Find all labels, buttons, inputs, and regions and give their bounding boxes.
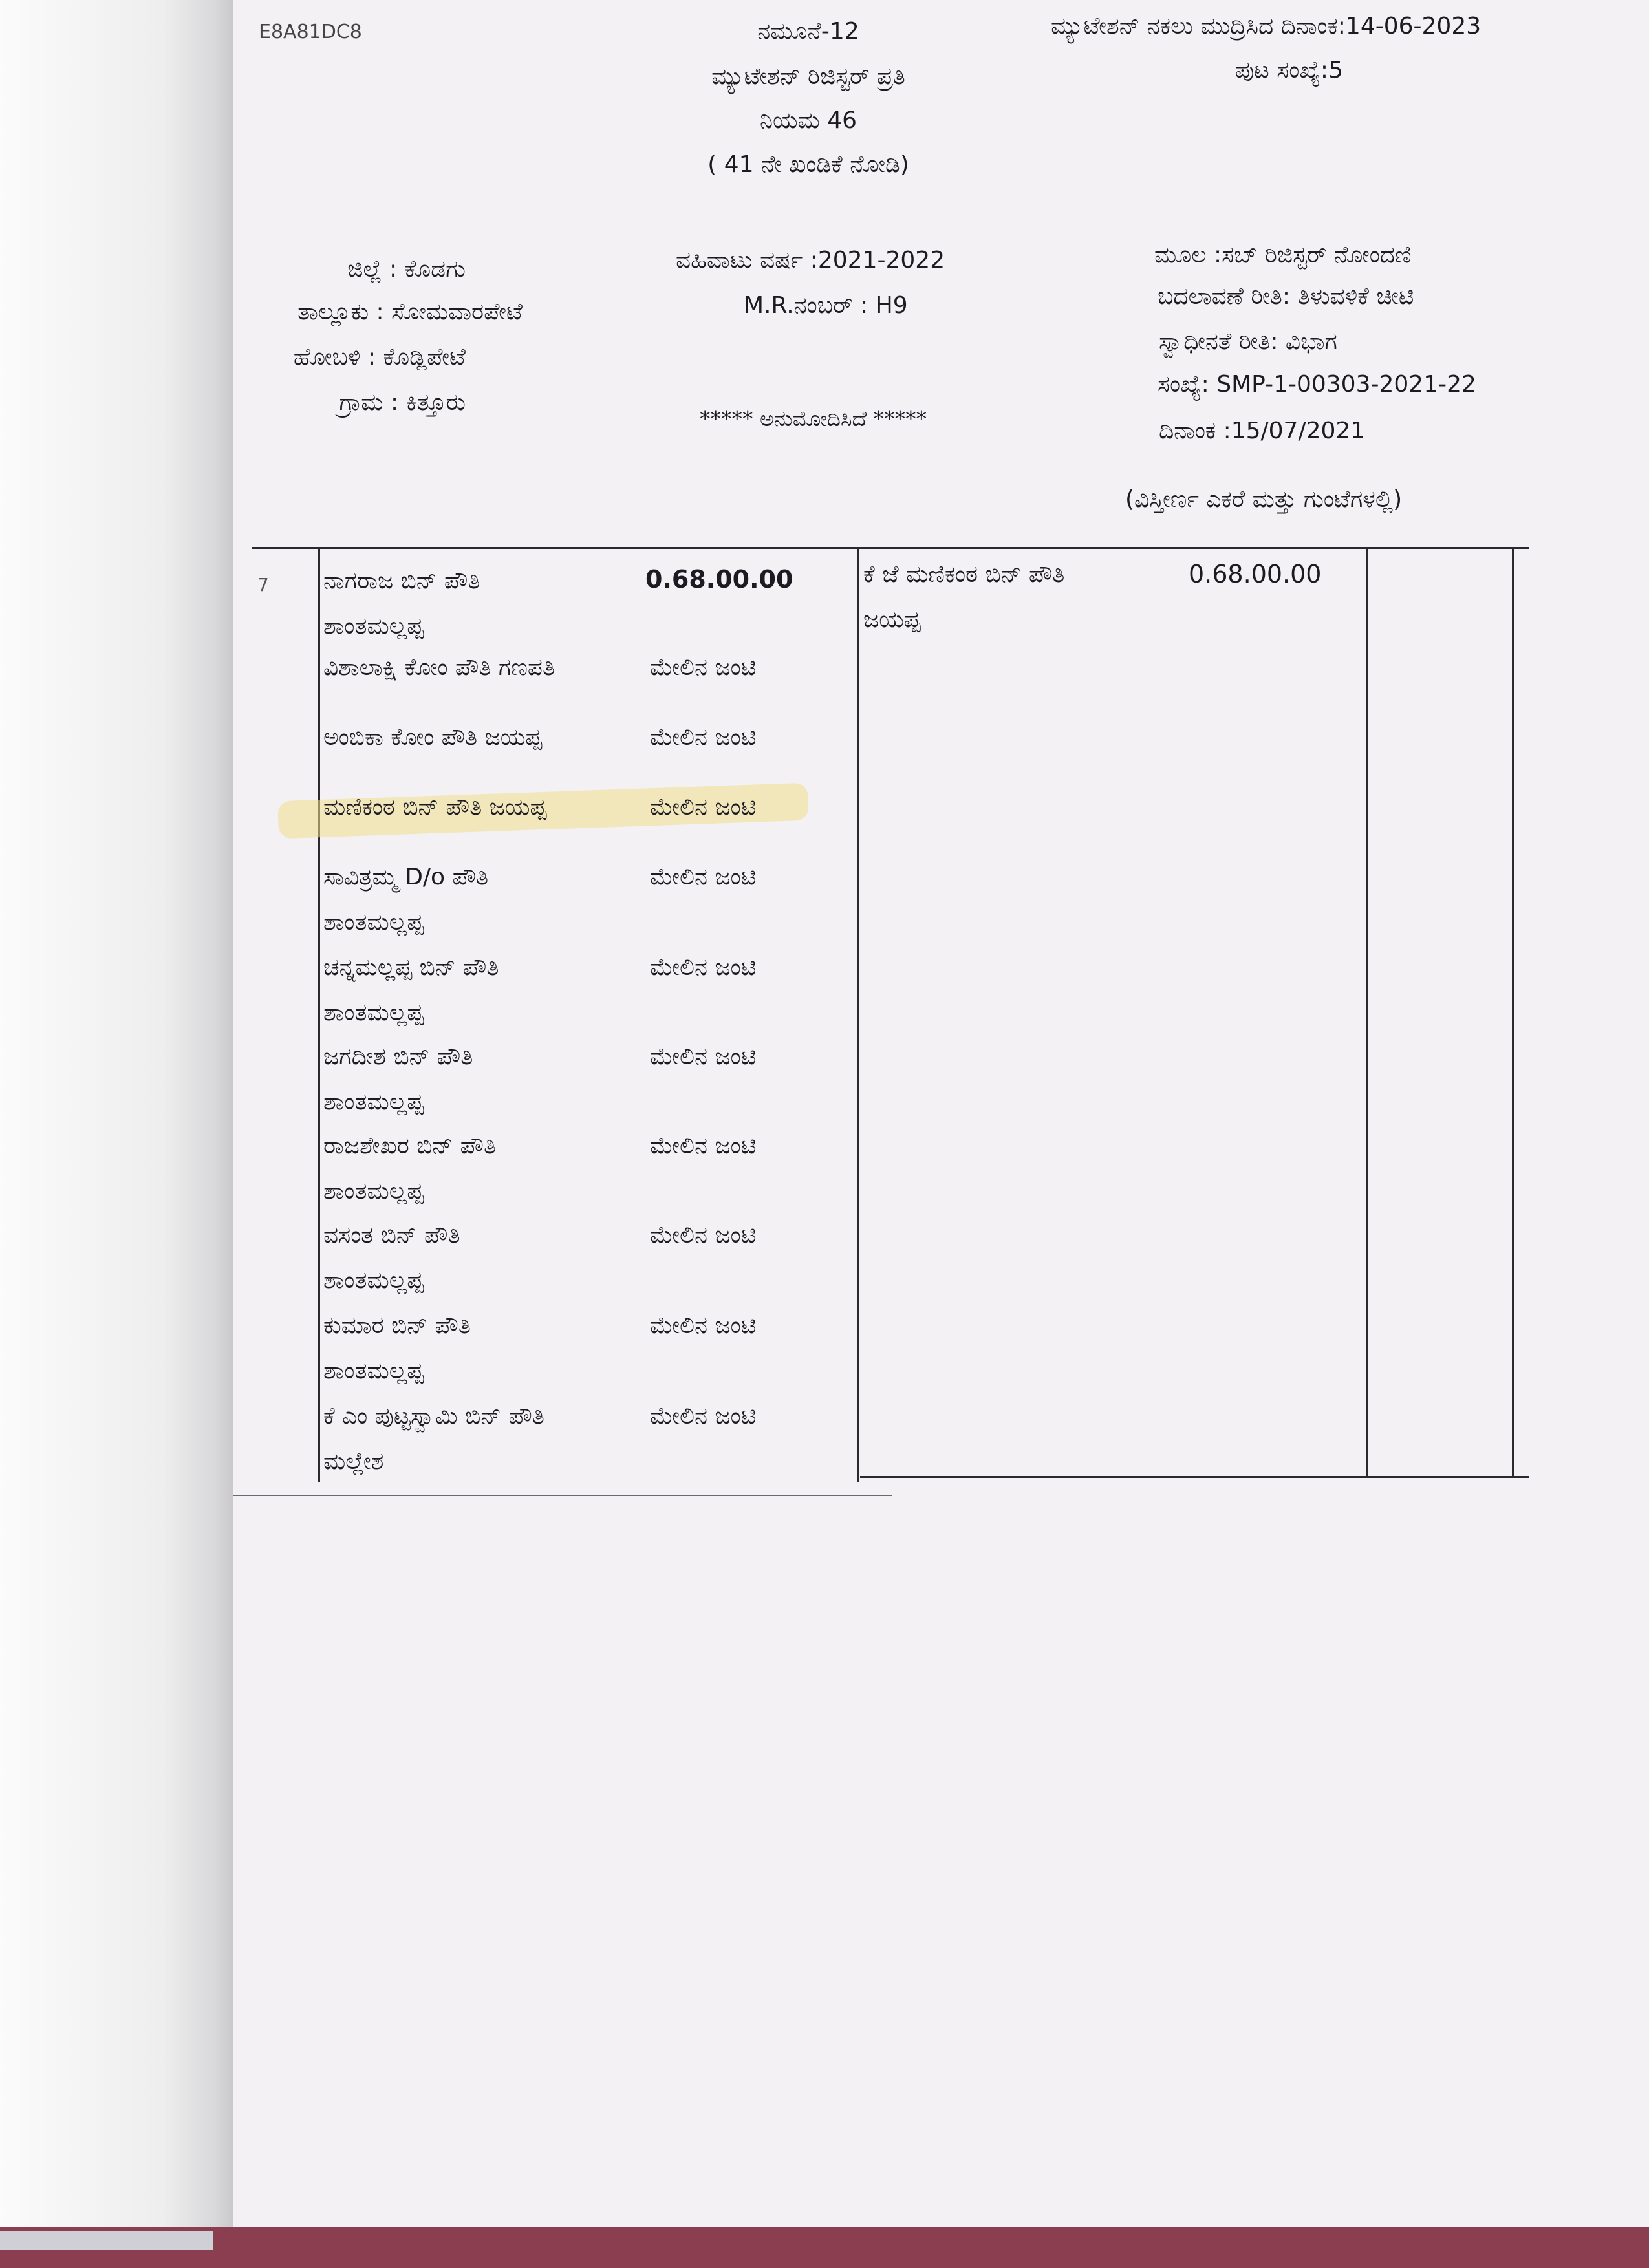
register-copy: ಮ್ಯುಟೇಶನ್ ರಿಜಿಸ್ಟರ್ ಪ್ರತಿ: [711, 63, 905, 90]
right-entry-name: ಕೆ ಜೆ ಮಣಿಕಂಠ ಬಿನ್ ಪೌತಿ: [863, 561, 1065, 588]
left-entry-name-cont: ಶಾಂತಮಲ್ಲಪ್ಪ: [323, 1267, 424, 1294]
left-entry-name-cont: ಶಾಂತಮಲ್ಲಪ್ಪ: [323, 613, 424, 639]
left-entry-name: ಸಾವಿತ್ರಮ್ಮ D/o ಪೌತಿ: [323, 864, 489, 890]
table-bottom-right: [860, 1476, 1529, 1478]
left-entry-name: ವಸಂತ ಬಿನ್ ಪೌತಿ: [323, 1222, 460, 1248]
left-entry-name-cont: ಶಾಂತಮಲ್ಲಪ್ಪ: [323, 1358, 424, 1384]
village: ಗ್ರಾಮ : ಕಿತ್ತೂರು: [339, 389, 466, 416]
left-entry-name: ಮಣಿಕಂಠ ಬಿನ್ ಪೌತಿ ಜಯಪ್ಪ: [323, 794, 547, 820]
left-entry-name: ಅಂಬಿಕಾ ಕೋಂ ಪೌತಿ ಜಯಪ್ಪ: [323, 724, 543, 751]
mr-number: M.R.ನಂಬರ್ : H9: [744, 292, 908, 319]
left-entry-name: ವಿಶಾಲಾಕ್ಷಿ ಕೋಂ ಪೌತಿ ಗಣಪತಿ: [323, 654, 555, 681]
page-fold-shadow: [0, 0, 233, 2268]
document-code: E8A81DC8: [259, 21, 362, 43]
source-date: ದಿನಾಂಕ :15/07/2021: [1159, 418, 1366, 444]
left-entry-value: ಮೇಲಿನ ಜಂಟಿ: [650, 954, 757, 981]
left-entry-value: ಮೇಲಿನ ಜಂಟಿ: [650, 864, 757, 890]
table-col-divider-3: [1366, 547, 1368, 1478]
approval-status: ***** ಅನುಮೋದಿಸಿದೆ *****: [700, 406, 927, 431]
table-bottom-left: [233, 1495, 892, 1496]
left-entry-name-cont: ಶಾಂತಮಲ್ಲಪ್ಪ: [323, 1178, 424, 1204]
left-entry-name: ಜಗದೀಶ ಬಿನ್ ಪೌತಿ: [323, 1043, 473, 1070]
hobli: ಹೋಬಳಿ : ಕೊಡ್ಲಿಪೇಟೆ: [293, 344, 466, 370]
left-entry-name-cont: ಶಾಂತಮಲ್ಲಪ್ಪ: [323, 909, 424, 936]
left-entry-name-cont: ಶಾಂತಮಲ್ಲಪ್ಪ: [323, 1000, 424, 1026]
source-number: ಸಂಖ್ಯೆ: SMP-1-00303-2021-22: [1158, 371, 1476, 398]
left-entry-value: ಮೇಲಿನ ಜಂಟಿ: [650, 1222, 757, 1248]
left-entry-name-cont: ಶಾಂತಮಲ್ಲಪ್ಪ: [323, 1089, 424, 1115]
table-col-divider-2: [857, 547, 859, 1482]
rule: ನಿಯಮ 46: [759, 107, 857, 134]
left-entry-value: ಮೇಲಿನ ಜಂಟಿ: [650, 1133, 757, 1159]
first-col-mark: 7: [257, 574, 269, 595]
source-origin: ಮೂಲ :ಸಬ್ ರಿಜಿಸ್ಟರ್ ನೋಂದಣಿ: [1154, 242, 1412, 268]
district: ಜಿಲ್ಲೆ : ಕೊಡಗು: [347, 256, 466, 283]
background-edge: [0, 2227, 1649, 2268]
left-entry-name-cont: ಮಲ್ಲೇಶ: [323, 1448, 384, 1475]
right-entry-name-cont: ಜಯಪ್ಪ: [863, 606, 921, 633]
form-title: ನಮೂನೆ-12: [757, 18, 859, 45]
left-entry-name: ಚನ್ನಮಲ್ಲಪ್ಪ ಬಿನ್ ಪೌತಿ: [323, 954, 499, 981]
transaction-year: ವಹಿವಾಟು ವರ್ಷ :2021-2022: [676, 247, 945, 273]
left-entry-value: ಮೇಲಿನ ಜಂಟಿ: [650, 794, 757, 820]
left-entry-name: ಕುಮಾರ ಬಿನ್ ಪೌತಿ: [323, 1312, 471, 1339]
table-top-border: [252, 547, 1529, 549]
acquisition-method: ಸ್ವಾಧೀನತೆ ರೀತಿ: ವಿಭಾಗ: [1159, 328, 1337, 355]
left-entry-value: 0.68.00.00: [645, 565, 793, 594]
left-entry-name: ನಾಗರಾಜ ಬಿನ್ ಪೌತಿ: [323, 568, 480, 594]
left-entry-value: ಮೇಲಿನ ಜಂಟಿ: [650, 654, 757, 681]
left-entry-value: ಮೇಲಿನ ಜಂಟಿ: [650, 1403, 757, 1429]
table-col-divider-1: [318, 547, 320, 1482]
section-note: ( 41 ನೇ ಖಂಡಿಕೆ ನೋಡಿ): [707, 151, 909, 178]
change-method: ಬದಲಾವಣೆ ರೀತಿ: ತಿಳುವಳಿಕೆ ಚೀಟಿ: [1158, 283, 1414, 310]
table-right-border: [1512, 547, 1514, 1478]
left-entry-value: ಮೇಲಿನ ಜಂಟಿ: [650, 1043, 757, 1070]
left-entry-value: ಮೇಲಿನ ಜಂಟಿ: [650, 724, 757, 751]
left-entry-name: ಕೆ ಎಂ ಪುಟ್ಟಸ್ವಾಮಿ ಬಿನ್ ಪೌತಿ: [323, 1403, 544, 1429]
left-entry-value: ಮೇಲಿನ ಜಂಟಿ: [650, 1312, 757, 1339]
page-number: ಪುಟ ಸಂಖ್ಯೆ:5: [1235, 57, 1343, 83]
underlying-paper-edge: [0, 2231, 213, 2250]
taluk: ತಾಲ್ಲೂಕು : ಸೋಮವಾರಪೇಟೆ: [297, 299, 523, 325]
unit-note: (ವಿಸ್ತೀರ್ಣ ಎಕರೆ ಮತ್ತು ಗುಂಟೆಗಳಲ್ಲಿ): [1125, 486, 1403, 513]
printed-date: ಮ್ಯುಟೇಶನ್ ನಕಲು ಮುದ್ರಿಸಿದ ದಿನಾಂಕ:14-06-2023: [1051, 13, 1482, 39]
right-entry-value: 0.68.00.00: [1189, 560, 1322, 588]
left-entry-name: ರಾಜಶೇಖರ ಬಿನ್ ಪೌತಿ: [323, 1133, 497, 1159]
